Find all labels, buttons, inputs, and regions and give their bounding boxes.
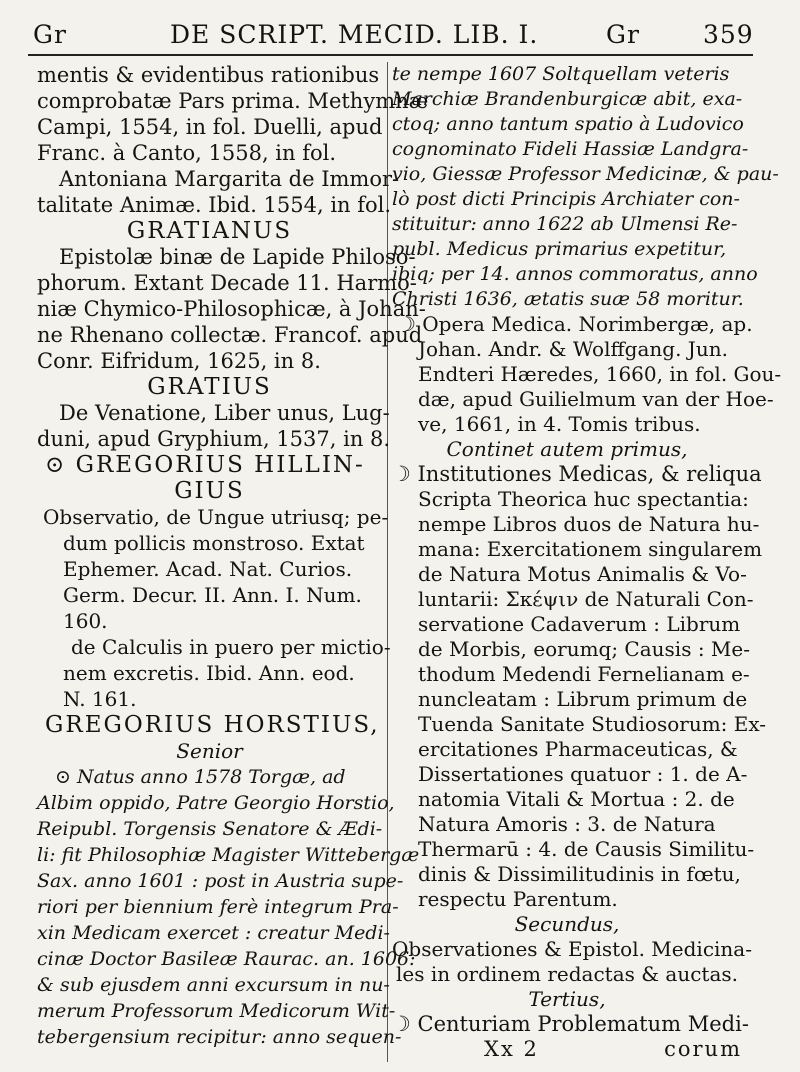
text-line: Thermarū : 4. de Causis Similitu- xyxy=(418,837,755,861)
text-line: riori per biennium ferè integrum Pra- xyxy=(37,896,399,918)
header-title: DE SCRIPT. MECID. LIB. I. xyxy=(170,20,539,49)
text-line: niæ Chymico-Philosophicæ, à Johan- xyxy=(37,297,426,321)
header-rule xyxy=(28,54,753,56)
text-line: Continet autem primus, xyxy=(446,437,688,461)
text-line: ⊙ Natus anno 1578 Torgæ, ad xyxy=(55,766,346,788)
text-line: dum pollicis monstroso. Extat xyxy=(63,531,365,555)
text-line: Sax. anno 1601 : post in Austria supe- xyxy=(37,870,404,892)
text-line: servatione Cadaverum : Librum xyxy=(418,612,741,636)
text-line: GRATIANUS xyxy=(126,218,293,244)
catchword: corum xyxy=(664,1037,742,1061)
text-line: Epistolæ binæ de Lapide Philoso- xyxy=(59,245,416,269)
text-line: de Natura Motus Animalis & Vo- xyxy=(418,562,747,586)
text-line: mana: Exercitationem singularem xyxy=(418,537,763,561)
text-line: ve, 1661, in 4. Tomis tribus. xyxy=(418,412,701,436)
text-line: dinis & Dissimilitudinis in fœtu, xyxy=(418,862,741,886)
text-line: Germ. Decur. II. Ann. I. Num. xyxy=(63,583,362,607)
text-line: Antoniana Margarita de Immor- xyxy=(59,167,400,191)
left-column xyxy=(37,62,429,1050)
text-line: duni, apud Gryphium, 1537, in 8. xyxy=(37,427,391,451)
text-line: respectu Parentum. xyxy=(418,887,618,911)
text-line: De Venatione, Liber unus, Lug- xyxy=(59,401,390,425)
text-line: lò post dicti Principis Archiater con- xyxy=(392,188,740,210)
text-line: Xx 2 corum xyxy=(484,1037,742,1061)
running-head xyxy=(0,0,800,62)
text-line: nem excretis. Ibid. Ann. eod. xyxy=(63,661,355,685)
text-line: ☽ Institutiones Medicas, & reliqua xyxy=(392,462,762,486)
text-line: phorum. Extant Decade 11. Harmo- xyxy=(37,271,417,295)
text-line: thodum Medendi Fernelianam e- xyxy=(418,662,750,686)
text-line: Johan. Andr. & Wolffgang. Jun. xyxy=(418,337,728,361)
text-line: Tertius, xyxy=(528,987,606,1011)
text-line: Endteri Hæredes, 1660, in fol. Gou- xyxy=(418,362,782,386)
text-line: Reipubl. Torgensis Senatore & Ædi- xyxy=(37,818,383,840)
text-line: ⊙ GREGORIUS HILLIN- xyxy=(45,452,365,478)
text-line: xin Medicam exercet : creatur Medi- xyxy=(37,922,390,944)
text-line: comprobatæ Pars prima. Methymnæ xyxy=(37,89,429,113)
text-line: merum Professorum Medicorum Wit- xyxy=(37,1000,396,1022)
text-line: Senior xyxy=(176,739,243,763)
text-line: li: fit Philosophiæ Magister Wittebergæ xyxy=(37,844,420,866)
text-line: Dissertationes quatuor : 1. de A- xyxy=(418,762,748,786)
text-line: Observationes & Epistol. Medicina- xyxy=(392,937,752,961)
text-line: Secundus, xyxy=(514,912,620,936)
text-line: GREGORIUS HORSTIUS, xyxy=(45,712,380,738)
text-line: Marchiæ Brandenburgicæ abit, exa- xyxy=(392,88,743,110)
text-line: Tuenda Sanitate Studiosorum: Ex- xyxy=(418,712,767,736)
text-line: nempe Libros duos de Natura hu- xyxy=(418,512,760,536)
text-line: Campi, 1554, in fol. Duelli, apud xyxy=(37,115,383,139)
text-line: ☽ Opera Medica. Norimbergæ, ap. xyxy=(398,312,753,336)
text-line: les in ordinem redactas & auctas. xyxy=(396,962,738,986)
text-line: Christi 1636, ætatis suæ 58 moritur. xyxy=(392,288,744,310)
text-line: ne Rhenano collectæ. Francof. apud xyxy=(37,323,423,347)
text-line: Albim oppido, Patre Georgio Horstio, xyxy=(37,792,395,814)
right-column xyxy=(392,62,782,1062)
header-left: Gr xyxy=(33,20,67,49)
text-line: ibiq; per 14. annos commoratus, anno xyxy=(392,263,758,285)
text-line: de Morbis, eorumq; Causis : Me- xyxy=(418,637,750,661)
text-line: GIUS xyxy=(174,478,245,504)
text-line: Conr. Eifridum, 1625, in 8. xyxy=(37,349,321,373)
text-line: & sub ejusdem anni excursum in nu- xyxy=(37,974,390,996)
text-line: ercitationes Pharmaceuticas, & xyxy=(418,737,738,761)
text-line: nuncleatam : Librum primum de xyxy=(418,687,748,711)
header-right: Gr xyxy=(606,20,640,49)
text-line: Ephemer. Acad. Nat. Curios. xyxy=(63,557,353,581)
text-line: 160. xyxy=(63,609,108,633)
text-line: Franc. à Canto, 1558, in fol. xyxy=(37,141,337,165)
text-line: vio, Giessæ Professor Medicinæ, & pau- xyxy=(392,163,779,185)
text-line: Scripta Theorica huc spectantia: xyxy=(418,487,749,511)
text-line: cinæ Doctor Basileæ Raurac. an. 1606: xyxy=(37,948,416,970)
text-line: de Calculis in puero per mictio- xyxy=(71,635,391,659)
text-line: Natura Amoris : 3. de Natura xyxy=(418,812,716,836)
text-line: stituitur: anno 1622 ab Ulmensi Re- xyxy=(392,213,738,235)
text-line: tebergensium recipitur: anno sequen- xyxy=(37,1026,402,1048)
text-line: N. 161. xyxy=(63,687,137,711)
text-line: cognominato Fideli Hassiæ Landgra- xyxy=(392,138,749,160)
text-line: publ. Medicus primarius expetitur, xyxy=(392,238,727,260)
page-number: 359 xyxy=(703,20,754,49)
text-line: natomia Vitali & Mortua : 2. de xyxy=(418,787,735,811)
text-line: dæ, apud Guilielmum van der Hoe- xyxy=(418,387,774,411)
text-line: Observatio, de Ungue utriusq; pe- xyxy=(43,505,389,529)
text-line: te nempe 1607 Soltquellam veteris xyxy=(392,63,730,85)
text-line: luntarii: Σκέψιν de Naturali Con- xyxy=(418,587,754,611)
text-line: mentis & evidentibus rationibus xyxy=(37,63,380,87)
text-line: talitate Animæ. Ibid. 1554, in fol. xyxy=(37,193,392,217)
text-line: GRATIUS xyxy=(147,374,272,400)
text-line: ☽ Centuriam Problematum Medi- xyxy=(392,1012,749,1036)
text-line: ctoq; anno tantum spatio à Ludovico xyxy=(392,113,744,135)
